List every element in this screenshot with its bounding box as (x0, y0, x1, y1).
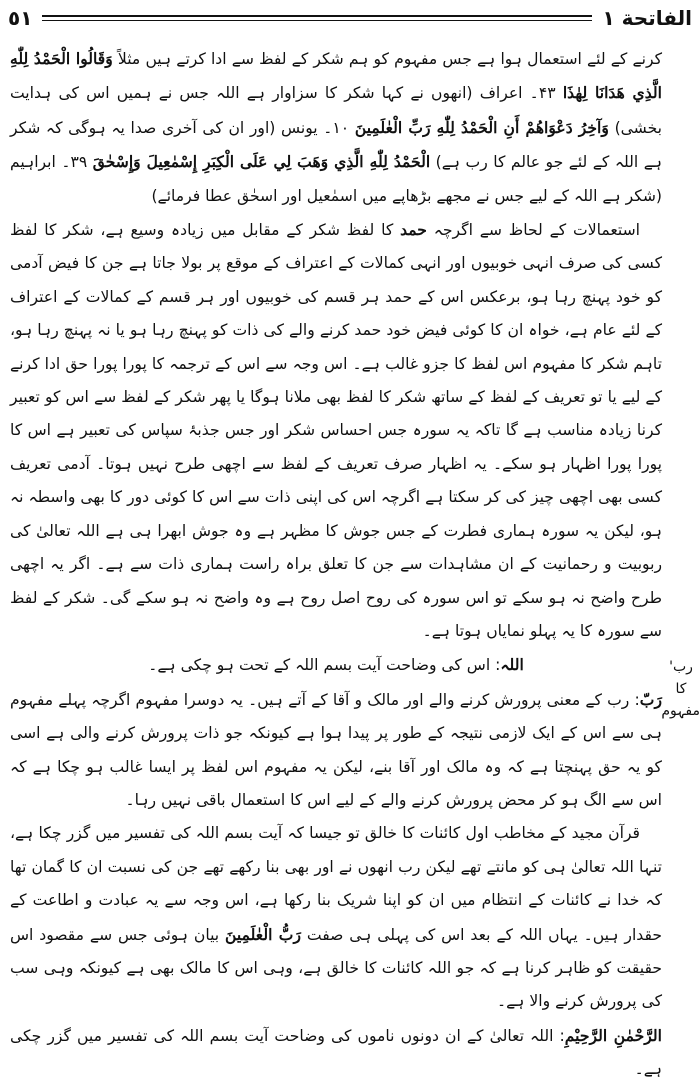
surah-title: الفاتحة ١ (602, 6, 692, 30)
commentary-body (10, 42, 662, 1079)
text: ۱۰۔ یونس (اور ان کی آخری صدا یہ ہوگی کہ شکر ہے اللہ کے لئے جو عالم کا رب ہے) (10, 118, 662, 172)
header-rule (42, 15, 592, 21)
term-rabb: رَبّ (639, 689, 662, 709)
paragraph-hamd-usage (10, 42, 662, 213)
page-number: ٥١ (8, 6, 33, 30)
text: کا لفظ شکر کے مقابل میں زیادہ وسیع ہے، شکر کا لفظ کسی کی صرف انہی خوبیوں اور انہی کمالات کے اعتراف کے موقع پر بولا جاتا ہے جن کا فیض آدمی کو خود پہنچ رہا ہو، برعکس اس کے حمد ہر قسم کی خوبیوں اور ہر قسم کے کمالات کے اعتراف کے لئے عام ہے، خواہ ان کا کوئی فیض خود حمد کرنے والے کی ذات کو پہنچ رہا ہو یا نہ پہنچ رہا ہو، تاہم شکر کا مفہوم اس لفظ کا جزو غالب ہے۔ اس وجہ سے اس کے ترجمہ کا پورا پورا حق ادا کرنے کے لیے یا تو تعریف کے لفظ کے ساتھ شکر کا لفظ بھی ملانا ہوگا یا پھر شکر کے لفظ سے اس کو تعبیر کرنا زیادہ مناسب ہے گا تاکہ یہ سورہ جس احساس شکر اور جس جذبۂ سپاس کی تعبیر ہے اس کا پورا پورا اظہار ہو سکے۔ یہ اظہار صرف تعریف کے لفظ سے اچھی طرح نہیں ہوتا۔ آدمی تعریف کسی بھی اچھی چیز کی کر سکتا ہے اگرچہ اس کی اپنی ذات سے اس کا کوئی دور کا بھی واسطہ نہ ہو، لیکن یہ سورہ ہماری فطرت کے جس جوش کا مظہر ہے وہ جوش ابھرا ہی ہے اللہ تعالیٰ کی ربوبیت و رحمانیت کے ان مشاہدات سے جن کا تعلق براہ راست ہماری ذات سے ہے۔ اگر یہ اچھی طرح واضح نہ ہو سکے تو اس سورہ کی روح اصل روح ہے وہ واضح نہ ہو سکے گی۔ شکر کے لفظ سے سورہ کا یہ پہلو نمایاں ہوتا ہے۔ (10, 221, 662, 640)
paragraph-allah (10, 648, 662, 682)
term-hamd: حمد (400, 220, 427, 240)
text: : رب کے معنی پرورش کرنے والے اور مالک و آقا کے آتے ہیں۔ یہ دوسرا مفہوم اگرچہ پہلے مفہوم ہی سے اس کے ایک لازمی نتیجہ کے طور پر پیدا ہوا ہے کیونکہ جو ذات پرورش کرنے والی ہے اسی کو یہ حق پہنچتا ہے کہ وہ مالک اور آقا بنے، لیکن یہ مفہوم اس لفظ پر ایسا غالب ہو چکا ہے کہ اس سے الگ ہو کر محض پرورش کرنے والے کے لیے اس کا استعمال باقی نہیں رہا۔ (10, 690, 662, 809)
quran-quote: الْحَمْدُ لِلّٰهِ الَّذِي وَهَبَ لِي عَلَى الْكِبَرِ إِسْمٰعِيلَ وَإِسْحٰقَ (92, 152, 431, 172)
quran-quote: وَآخِرُ دَعْوَاهُمْ أَنِ الْحَمْدُ لِلّٰهِ رَبِّ الْعٰلَمِينَ (354, 117, 609, 137)
quran-quote: رَبُّ الْعٰلَمِينَ (225, 924, 301, 944)
paragraph-rahman-rahim (10, 1019, 662, 1087)
term-rahman-rahim: الرَّحْمٰنِ الرَّحِيْمِ (564, 1025, 662, 1045)
paragraph-rabb (10, 683, 662, 818)
paragraph-hamd-vs-shukr (10, 213, 662, 648)
margin-note: رب' کا مفہوم (661, 659, 700, 719)
text: : اس کی وضاحت آیت بسم اللہ کے تحت ہو چکی ہے۔ (148, 656, 501, 675)
term-allah: اللہ (500, 655, 524, 675)
paragraph-addressees (10, 817, 662, 1018)
page-header (8, 0, 692, 36)
text: : اللہ تعالیٰ کے ان دونوں ناموں کی وضاحت آیت بسم اللہ کی تفسیر میں گزر چکی ہے۔ (10, 1026, 662, 1079)
text: ۳۹۔ ابراہیم (شکر ہے اللہ کے لیے جس نے مجھے بڑھاپے میں اسمٰعیل اور اسحٰق عطا فرمائے) (10, 153, 662, 205)
text: ۴۳۔ اعراف (انھوں نے کہا شکر کا سزاوار ہے اللہ جس نے ہمیں اس کی ہدایت بخشی) (10, 84, 662, 137)
text: قرآن مجید کے مخاطب اول کائنات کا خالق تو جیسا کہ آیت بسم اللہ کی تفسیر میں گزر چکا ہے، تنہا اللہ تعالیٰ ہی کو مانتے تھے لیکن رب انھوں نے اور بھی بنا رکھے تھے جن کی نسبت ان کا گمان تھا کہ خدا نے کائنات کے انتظام میں ان کو اپنا شریک بنا رکھا ہے، اس وجہ سے یہ عبادت و اطاعت کے حقدار ہیں۔ یہاں اللہ کے بعد اس کی پہلی ہی صفت (10, 824, 662, 944)
text: بیان ہوئی جس سے مقصود اس حقیقت کو ظاہر کرنا ہے کہ جو اللہ کائنات کا خالق ہے، وہی اس کا مالک بھی ہے کیونکہ وہی سب کی پرورش کرنے والا ہے۔ (10, 925, 662, 1011)
text: استعمالات کے لحاظ سے اگرچہ (433, 221, 640, 240)
quran-quote: وَقَالُوا الْحَمْدُ لِلّٰهِ الَّذِي هَدَانَا لِهٰذَا (10, 49, 662, 103)
text: کرنے کے لئے استعمال ہوا ہے جس مفہوم کو ہم شکر کے لفظ سے ادا کرتے ہیں مثلاً (117, 50, 662, 68)
